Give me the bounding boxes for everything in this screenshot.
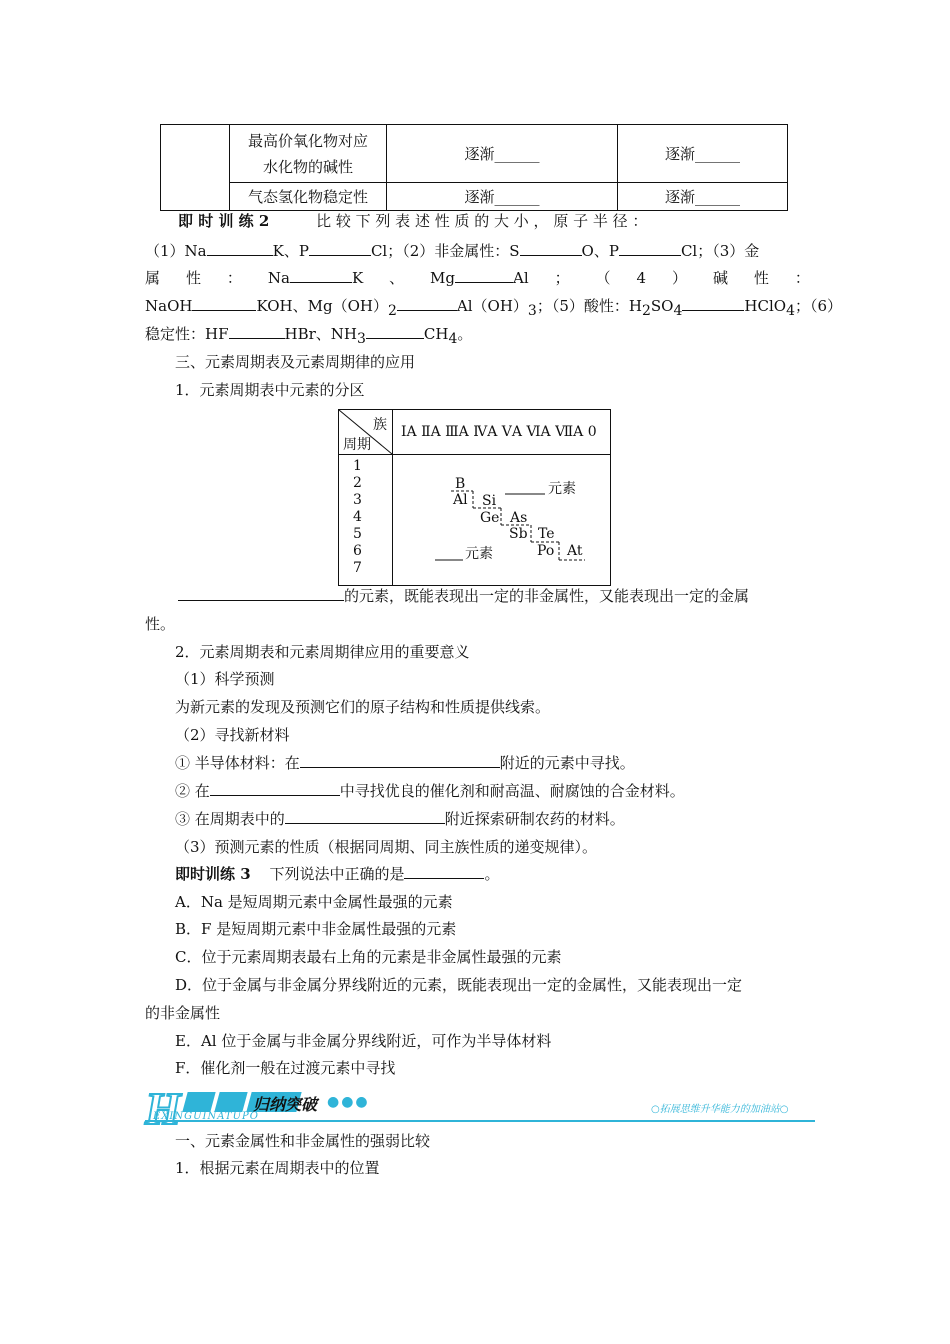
banner-pinyin: EXINGUINATUPO: [153, 1111, 259, 1122]
option-d-cont: 的非金属性: [145, 1004, 221, 1022]
blank[interactable]: [290, 268, 352, 283]
section3-sub1: 1．元素周期表中元素的分区: [175, 381, 365, 399]
after-table-line2: 性。: [145, 615, 176, 633]
element-Sb: Sb: [509, 526, 528, 542]
element-Si: Si: [482, 493, 497, 509]
training3-title: 即时训练 3: [175, 865, 251, 883]
property-table: [160, 124, 788, 211]
banner-letter: H: [145, 1083, 181, 1134]
blank[interactable]: [366, 324, 424, 339]
section3-sub2: 2．元素周期表和元素周期律应用的重要意义: [175, 643, 470, 661]
banner-slogan: ○拓展思维升华能力的加油站○: [651, 1104, 789, 1115]
group-headers: ⅠA ⅡA ⅢA ⅣA ⅤA ⅥA ⅦA 0: [401, 424, 597, 440]
science-prediction: （1）科学预测: [175, 670, 275, 688]
corner-period-label: 周期: [343, 437, 371, 453]
section3-heading: 三、元素周期表及元素周期律的应用: [175, 353, 416, 371]
metal-label: 元素: [465, 546, 493, 562]
option-e: E．Al 位于金属与非金属分界线附近，可作为半导体材料: [175, 1032, 552, 1050]
blank[interactable]: [397, 296, 457, 311]
table-cell: 逐渐______: [618, 125, 788, 183]
blank[interactable]: [178, 586, 344, 601]
blank[interactable]: [192, 296, 256, 311]
element-Ge: Ge: [480, 510, 500, 526]
blank[interactable]: [207, 241, 273, 256]
element-B: B: [455, 476, 466, 492]
banner-block: [182, 1092, 215, 1112]
banner-title: 归纳突破: [253, 1095, 318, 1114]
training2-line4: NaOH KOH、$Mg(OH)_2$ $Al(OH)_3$；（5）酸性：$H_2SO_4$ HClO$_4$；（6）: [145, 297, 843, 319]
blank[interactable]: [455, 268, 513, 283]
after-table-line: 的元素，既能表现出一定的非金属性，又能表现出一定的金属: [178, 585, 810, 607]
nonmetal-label: 元素: [548, 481, 576, 497]
banner-block: [214, 1092, 247, 1112]
banner-rule: [145, 1120, 815, 1122]
option-d: D．位于金属与非金属分界线附近的元素，既能表现出一定的金属性，又能表现出一定: [175, 976, 743, 994]
predict-properties: （3）预测元素的性质（根据同周期、同主族性质的递变规律）。: [175, 838, 598, 856]
blank[interactable]: [229, 324, 285, 339]
new-materials: （2）寻找新材料: [175, 726, 290, 744]
table-label-basicity: 最高价氧化物对应 水化物的碱性: [230, 125, 387, 183]
item-semiconductor: ① 半导体材料：在 附近的元素中寻找。: [175, 754, 635, 772]
blank[interactable]: [309, 241, 371, 256]
element-Te: Te: [538, 526, 555, 542]
table-cell: 逐渐______: [387, 183, 618, 211]
training3-question: 即时训练 3 下列说法中正确的是 。: [175, 865, 500, 883]
blank[interactable]: [210, 781, 340, 796]
blank[interactable]: [404, 864, 484, 879]
table-label-stability: 气态氢化物稳定性: [230, 183, 387, 211]
training2-title: 即 时 训 练 2: [178, 212, 270, 230]
table-cell: 逐渐______: [618, 183, 788, 211]
corner-group-label: 族: [373, 417, 387, 433]
section-banner: [145, 1083, 815, 1134]
blank[interactable]: [285, 809, 445, 824]
period-numbers: 1 2 3 4 5 6 7: [353, 458, 362, 576]
option-f: F．催化剂一般在过渡元素中寻找: [175, 1059, 396, 1077]
element-As: As: [510, 510, 528, 526]
element-At: At: [567, 543, 583, 559]
section1-heading: 一、元素金属性和非金属性的强弱比较: [175, 1132, 431, 1150]
blank[interactable]: [619, 241, 681, 256]
blank[interactable]: [520, 241, 582, 256]
training2-line1: 即 时 训 练 2 比 较 下 列 表 述 性 质 的 大 小 ， 原 子 半 径 ：: [178, 212, 648, 230]
option-a: A．Na 是短周期元素中金属性最强的元素: [175, 893, 453, 911]
periodic-table-diagram: [338, 409, 611, 586]
section1-sub1: 1．根据元素在周期表中的位置: [175, 1159, 380, 1177]
item-catalyst: ② 在 中寻找优良的催化剂和耐高温、耐腐蚀的合金材料。: [175, 782, 685, 800]
training2-line2: （1）Na K、P Cl；（2）非金属性：S O、P Cl；（3）金: [145, 242, 760, 260]
option-b: B．F 是短周期元素中非金属性最强的元素: [175, 920, 457, 938]
training2-line5: 稳定性：HF HBr、$NH_3$ $CH_4$。: [145, 325, 473, 347]
element-Al: Al: [453, 492, 468, 508]
blank[interactable]: [682, 296, 744, 311]
table-blank-cell: [161, 125, 230, 211]
item-pesticide: ③ 在周期表中的 附近探索研制农药的材料。: [175, 810, 625, 828]
option-c: C．位于元素周期表最右上角的元素是非金属性最强的元素: [175, 948, 562, 966]
table-cell: 逐渐______: [387, 125, 618, 183]
science-prediction-text: 为新元素的发现及预测它们的原子结构和性质提供线索。: [175, 698, 551, 716]
blank[interactable]: [300, 753, 500, 768]
training2-line3: 属 性 ： Na K 、 Mg Al ； （ 4 ） 碱 性 ：: [145, 269, 810, 287]
banner-dots: ●●●: [327, 1094, 370, 1110]
element-Po: Po: [537, 543, 555, 559]
